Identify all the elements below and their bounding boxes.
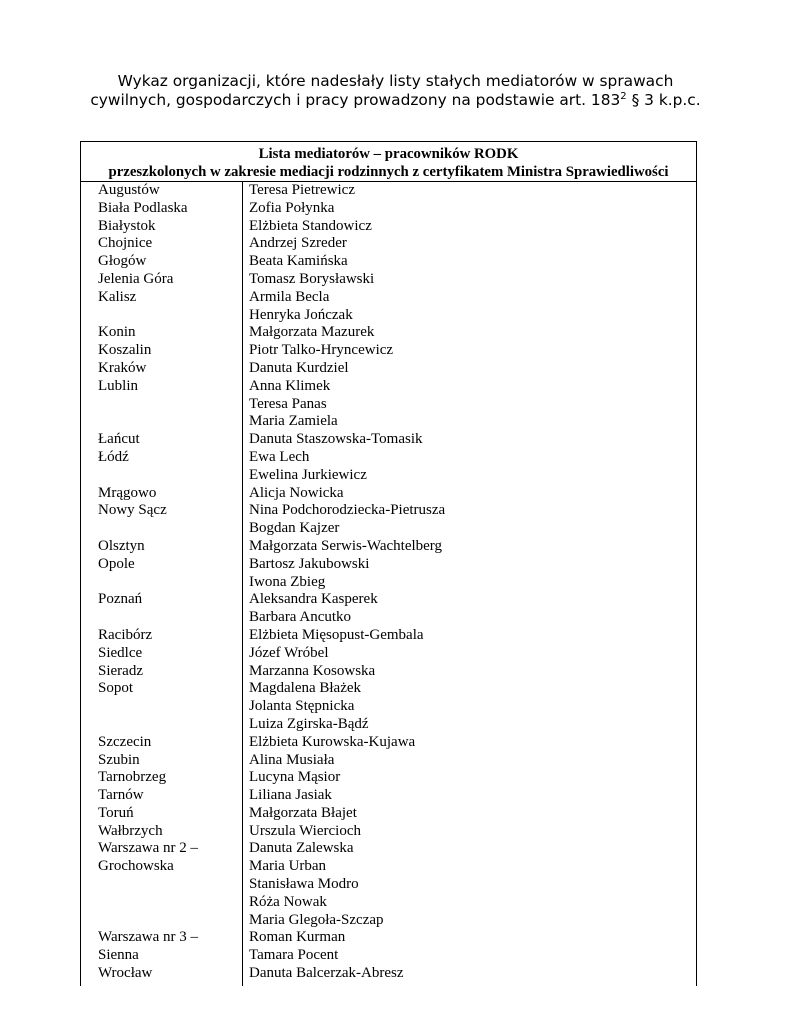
mediator-name-cell: Lucyna Mąsior <box>249 769 341 786</box>
city-cell: Warszawa nr 3 – <box>98 929 198 946</box>
mediator-name-cell: Stanisława Modro <box>249 876 359 893</box>
table-header <box>81 142 696 182</box>
city-cell: Poznań <box>98 591 143 608</box>
mediator-name-cell: Danuta Balcerzak-Abresz <box>249 965 404 982</box>
mediator-name-cell: Marzanna Kosowska <box>249 662 376 679</box>
table-row <box>81 289 696 307</box>
mediator-name-cell: Danuta Kurdziel <box>249 359 349 376</box>
city-cell: Toruń <box>98 804 134 821</box>
table-row <box>81 431 696 449</box>
table-row <box>81 947 696 965</box>
table-row <box>81 840 696 858</box>
city-cell: Koszalin <box>98 342 152 359</box>
table-row <box>81 734 696 752</box>
mediator-name-cell: Armila Becla <box>249 288 330 305</box>
table-row <box>81 912 696 930</box>
mediator-name-cell: Małgorzata Błajet <box>249 804 357 821</box>
mediator-name-cell: Elżbieta Standowicz <box>249 217 372 234</box>
city-cell: Łańcut <box>98 431 140 448</box>
table-row <box>81 929 696 947</box>
table-row <box>81 360 696 378</box>
mediator-name-cell: Anna Klimek <box>249 377 331 394</box>
city-cell: Szczecin <box>98 733 152 750</box>
heading-line-1: Wykaz organizacji, które nadesłały listy stałych mediatorów w sprawach <box>117 72 674 90</box>
mediator-name-cell: Urszula Wiercioch <box>249 822 361 839</box>
city-cell: Lublin <box>98 377 138 394</box>
mediator-name-cell: Maria Urban <box>249 858 327 875</box>
table-row <box>81 698 696 716</box>
mediator-name-cell: Bogdan Kajzer <box>249 520 340 537</box>
table-row <box>81 413 696 431</box>
table-row <box>81 538 696 556</box>
mediator-name-cell: Bartosz Jakubowski <box>249 555 370 572</box>
mediator-name-cell: Róża Nowak <box>249 893 327 910</box>
city-cell: Sienna <box>98 947 139 964</box>
table-row <box>81 752 696 770</box>
table-row <box>81 663 696 681</box>
table-row <box>81 467 696 485</box>
city-cell: Tarnobrzeg <box>98 769 167 786</box>
table-row <box>81 307 696 325</box>
table-row <box>81 253 696 271</box>
city-cell: Jelenia Góra <box>98 270 174 287</box>
table-row <box>81 396 696 414</box>
mediator-name-cell: Aleksandra Kasperek <box>249 591 378 608</box>
city-cell: Szubin <box>98 751 140 768</box>
table-row <box>81 894 696 912</box>
city-cell: Siedlce <box>98 644 143 661</box>
table-row <box>81 449 696 467</box>
table-row <box>81 769 696 787</box>
heading-superscript: 2 <box>620 91 627 102</box>
document-heading <box>60 72 731 110</box>
table-row <box>81 378 696 396</box>
table-row <box>81 965 696 983</box>
table-row <box>81 680 696 698</box>
mediator-name-cell: Barbara Ancutko <box>249 609 352 626</box>
city-cell: Chojnice <box>98 235 153 252</box>
heading-line-2-tail: § 3 k.p.c. <box>626 91 701 109</box>
city-cell: Wałbrzych <box>98 822 163 839</box>
city-cell: Olsztyn <box>98 537 145 554</box>
mediator-name-cell: Nina Podchorodziecka-Pietrusza <box>249 502 446 519</box>
mediator-name-cell: Roman Kurman <box>249 929 346 946</box>
mediator-name-cell: Henryka Jończak <box>249 306 353 323</box>
mediator-name-cell: Ewelina Jurkiewicz <box>249 466 367 483</box>
mediator-name-cell: Ewa Lech <box>249 448 310 465</box>
city-cell: Kalisz <box>98 288 137 305</box>
table-row <box>81 823 696 841</box>
mediator-name-cell: Małgorzata Mazurek <box>249 324 375 341</box>
mediator-name-cell: Alina Musiała <box>249 751 335 768</box>
mediator-name-cell: Alicja Nowicka <box>249 484 344 501</box>
city-cell: Nowy Sącz <box>98 502 167 519</box>
mediator-name-cell: Piotr Talko-Hryncewicz <box>249 342 394 359</box>
table-row <box>81 342 696 360</box>
city-cell: Sopot <box>98 680 134 697</box>
table-row <box>81 805 696 823</box>
mediator-name-cell: Małgorzata Serwis-Wachtelberg <box>249 537 443 554</box>
city-cell: Opole <box>98 555 135 572</box>
table-row <box>81 271 696 289</box>
city-cell: Kraków <box>98 359 147 376</box>
mediator-name-cell: Maria Zamiela <box>249 413 338 430</box>
mediator-name-cell: Iwona Zbieg <box>249 573 326 590</box>
city-cell: Augustów <box>98 182 160 198</box>
table-row <box>81 858 696 876</box>
mediator-name-cell: Teresa Pietrewicz <box>249 182 355 198</box>
mediator-name-cell: Liliana Jasiak <box>249 787 332 804</box>
table-body <box>81 182 696 983</box>
table-subtitle: przeszkolonych w zakresie mediacji rodzinnych z certyfikatem Ministra Sprawiedliwości <box>108 163 669 180</box>
table-row <box>81 876 696 894</box>
mediator-name-cell: Luiza Zgirska-Bądź <box>249 715 369 732</box>
mediator-name-cell: Elżbieta Mięsopust-Gembala <box>249 626 424 643</box>
mediator-name-cell: Zofia Połynka <box>249 199 335 216</box>
table-row <box>81 645 696 663</box>
city-cell: Mrągowo <box>98 484 157 501</box>
mediator-name-cell: Magdalena Błażek <box>249 680 362 697</box>
city-cell: Warszawa nr 2 – <box>98 840 198 857</box>
table-title: Lista mediatorów – pracowników RODK <box>258 146 519 162</box>
city-cell: Białystok <box>98 217 156 234</box>
mediator-name-cell: Teresa Panas <box>249 395 327 412</box>
table-row <box>81 324 696 342</box>
mediator-name-cell: Andrzej Szreder <box>249 235 347 252</box>
mediator-name-cell: Danuta Staszowska-Tomasik <box>249 431 423 448</box>
table-row <box>81 591 696 609</box>
mediator-name-cell: Jolanta Stępnicka <box>249 698 355 715</box>
city-cell: Głogów <box>98 253 147 270</box>
table-row <box>81 787 696 805</box>
table-row <box>81 235 696 253</box>
table-row <box>81 609 696 627</box>
mediators-table <box>80 141 697 986</box>
table-row <box>81 200 696 218</box>
mediator-name-cell: Danuta Zalewska <box>249 840 354 857</box>
city-cell: Racibórz <box>98 626 153 643</box>
table-row <box>81 520 696 538</box>
table-row <box>81 182 696 200</box>
mediator-name-cell: Tomasz Borysławski <box>249 270 375 287</box>
mediator-name-cell: Tamara Pocent <box>249 947 339 964</box>
heading-line-2-text: cywilnych, gospodarczych i pracy prowadzony na podstawie art. 183 <box>90 91 621 109</box>
city-cell: Konin <box>98 324 136 341</box>
table-row <box>81 218 696 236</box>
city-cell: Sieradz <box>98 662 143 679</box>
mediator-name-cell: Beata Kamińska <box>249 253 348 270</box>
table-row <box>81 574 696 592</box>
mediator-name-cell: Elżbieta Kurowska-Kujawa <box>249 733 416 750</box>
table-row <box>81 502 696 520</box>
city-cell: Tarnów <box>98 787 144 804</box>
table-row <box>81 485 696 503</box>
table-row <box>81 716 696 734</box>
city-cell: Biała Podlaska <box>98 199 188 216</box>
mediator-name-cell: Maria Glegoła-Szczap <box>249 911 384 928</box>
city-cell: Wrocław <box>98 965 153 982</box>
heading-line-2 <box>60 91 731 110</box>
mediator-name-cell: Józef Wróbel <box>249 644 329 661</box>
city-cell: Łódź <box>98 448 129 465</box>
table-row <box>81 627 696 645</box>
city-cell: Grochowska <box>98 858 174 875</box>
table-row <box>81 556 696 574</box>
